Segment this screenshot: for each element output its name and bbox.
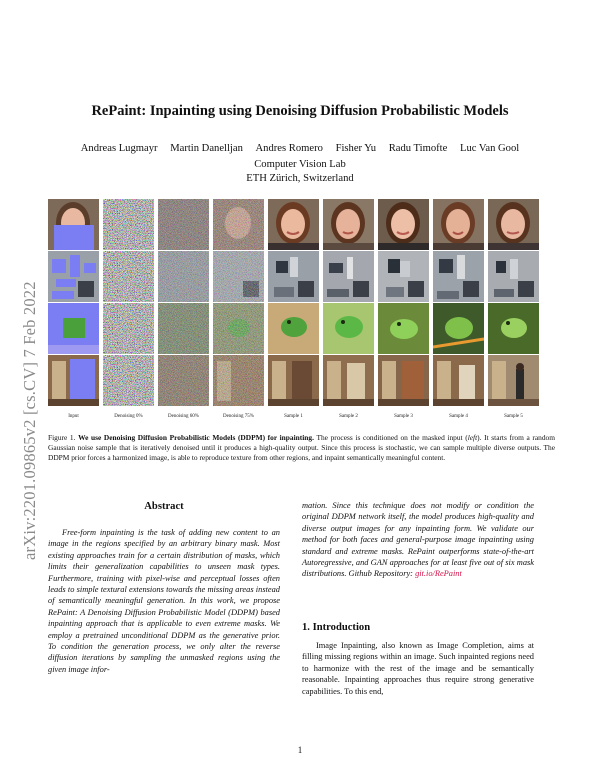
author: Andreas Lugmayr: [80, 143, 158, 154]
denoising-60-frog: [158, 303, 209, 354]
input-interior-image: [48, 355, 99, 406]
sample-2-frog: [323, 303, 374, 354]
author: Fisher Yu: [335, 143, 377, 154]
sample-1-robot: [268, 251, 319, 302]
column-label: Sample 4: [449, 414, 468, 419]
sample-5-robot: [488, 251, 539, 302]
denoising-75-robot: [213, 251, 264, 302]
intro-paragraph: Image Inpainting, also known as Image Completion, aims at filling missing regions within an image. Such inpainted regions need to harmonize with the rest of the image and be semantically reasonable. Inpainting approaches thus require strong generative capabilities. To this end,: [302, 641, 534, 696]
author-list: [0, 143, 600, 154]
sample-3-face: [378, 199, 429, 250]
denoising-75-face: [213, 199, 264, 250]
author: Radu Timofte: [388, 143, 448, 154]
affiliation-lab: Computer Vision Lab: [254, 159, 346, 170]
denoising-0-frog: [103, 303, 154, 354]
denoising-75-frog: [213, 303, 264, 354]
sample-1-frog: [268, 303, 319, 354]
introduction-body: [302, 640, 534, 697]
affiliation-university: ETH Zürich, Switzerland: [246, 173, 354, 184]
sample-3-robot: [378, 251, 429, 302]
column-label: Sample 5: [504, 414, 523, 419]
denoising-0-face: [103, 199, 154, 250]
sample-2-face: [323, 199, 374, 250]
sample-1-face: [268, 199, 319, 250]
affiliation: [0, 158, 600, 186]
paper-title: RePaint: Inpainting using Denoising Diffusion Probabilistic Models: [91, 103, 509, 119]
abstract-paragraph: Free-form inpainting is the task of adding new content to an image in the regions specified by an arbitrary binary mask. Most existing approaches train for a certain distribution of masks, which limits their generalization capabilities to unseen mask types. Furthermore, training with pixel-wise and perceptual losses often leads to simple textural extensions towards the missing areas instead of semantically meaningful generation. In this work, we propose RePaint: A Denoising Diffusion Probabilistic Model (DDPM) based inpainting approach that is applicable to even extreme masks. We employ a pretrained unconditional DDPM as the generative prior. To condition the generation process, we only alter the reverse diffusion iterations by sampling the unmasked regions using the given image infor-: [48, 528, 280, 674]
sample-2-robot: [323, 251, 374, 302]
caption-text: The process is conditioned on the masked input (: [316, 433, 468, 442]
column-label: Input: [68, 414, 79, 419]
author: Andres Romero: [255, 143, 323, 154]
caption-text: ). It starts from a random Gaussian noise sample that is iteratively denoised until it produces a high-quality output. Since this process is stochastic, we can sample multiple diverse outputs. The DDPM prior forces a harmonized image, is able to reproduce texture from other regions, and inpaint semantically meaningful content.: [48, 433, 555, 463]
section-heading: 1. Introduction: [302, 622, 371, 633]
denoising-75-interior: [213, 355, 264, 406]
column-label: Sample 1: [284, 414, 303, 419]
sample-4-interior: [433, 355, 484, 406]
author: Luc Van Gool: [459, 143, 520, 154]
repo-link[interactable]: git.io/RePaint: [415, 569, 462, 579]
author: Martin Danelljan: [170, 143, 243, 154]
abstract-body: [48, 527, 280, 675]
sample-3-frog: [378, 303, 429, 354]
abstract-continued: [302, 500, 534, 580]
sample-3-interior: [378, 355, 429, 406]
sample-2-interior: [323, 355, 374, 406]
sample-5-face: [488, 199, 539, 250]
sample-1-interior: [268, 355, 319, 406]
abstract-heading: Abstract: [144, 501, 184, 512]
caption-bold: We use Denoising Diffusion Probabilistic Models (DDPM) for inpainting.: [78, 433, 314, 442]
caption-prefix: Figure 1.: [48, 433, 76, 442]
page-number: 1: [297, 745, 303, 755]
denoising-0-interior: [103, 355, 154, 406]
sample-4-face: [433, 199, 484, 250]
column-label: Sample 2: [339, 414, 358, 419]
denoising-0-robot: [103, 251, 154, 302]
input-robot-image: [48, 251, 99, 302]
denoising-60-interior: [158, 355, 209, 406]
caption-left: left: [467, 433, 478, 442]
column-label: Denoising 75%: [223, 414, 254, 419]
column-label: Denoising 0%: [114, 414, 143, 419]
abstract-continued-text: mation. Since this technique does not modify or condition the original DDPM network itself, the model produces high-quality and diverse output images for any inpainting form. We validate our method for both faces and general-purpose image inpainting using standard and extreme masks. RePaint outperforms state-of-the-art Autoregressive, and GAN approaches for at least five out of six mask distributions. Github Repository:: [302, 501, 534, 579]
sample-5-frog: [488, 303, 539, 354]
sample-4-frog: [433, 303, 484, 354]
input-frog-image: [48, 303, 99, 354]
denoising-60-robot: [158, 251, 209, 302]
column-label: Sample 3: [394, 414, 413, 419]
column-label: Denoising 60%: [168, 414, 199, 419]
arxiv-identifier: arXiv:2201.09865v2 [cs.CV] 7 Feb 2022: [20, 281, 39, 560]
denoising-60-face: [158, 199, 209, 250]
figure-caption: [48, 433, 555, 464]
input-face-image: [48, 199, 99, 250]
sample-5-interior: [488, 355, 539, 406]
sample-4-robot: [433, 251, 484, 302]
